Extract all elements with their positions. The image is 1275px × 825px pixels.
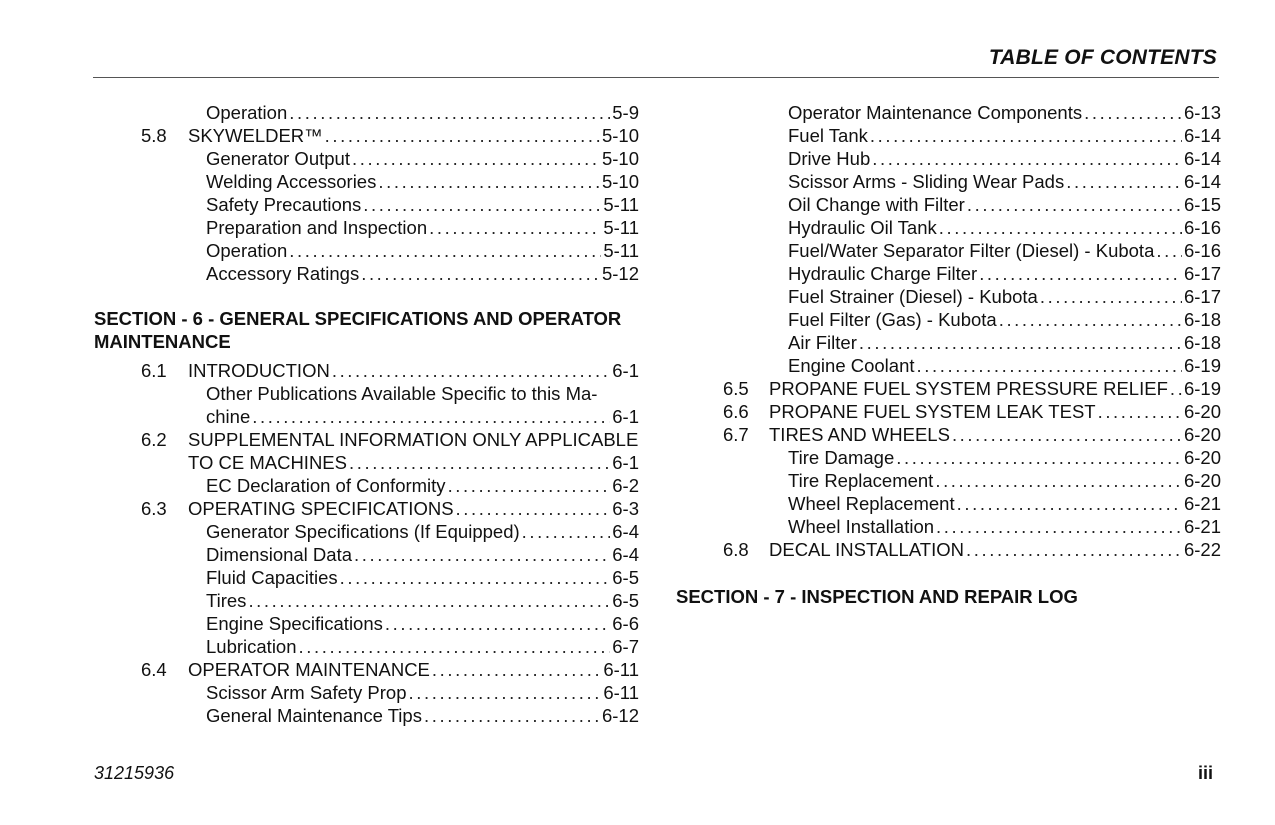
toc-left-column: [94, 101, 639, 727]
toc-entry-title: Fuel Tank: [788, 125, 868, 146]
toc-entry[interactable]: [676, 239, 1221, 262]
toc-entry-page: 6-16: [1183, 217, 1221, 238]
toc-entry-page: 6-5: [612, 567, 639, 588]
toc-entry[interactable]: [676, 400, 1221, 423]
toc-entry-page: 6-20: [1183, 470, 1221, 491]
toc-dot-leader: [966, 538, 1182, 561]
toc-entry-title: Scissor Arms - Sliding Wear Pads: [788, 171, 1065, 192]
toc-entry[interactable]: [676, 377, 1221, 400]
toc-entry[interactable]: [94, 262, 639, 285]
document-number: 31215936: [94, 763, 175, 783]
toc-entry-title: Air Filter: [788, 332, 857, 353]
toc-entry[interactable]: [676, 101, 1221, 124]
toc-entry-title: Safety Precautions: [206, 194, 362, 215]
toc-entry[interactable]: [676, 515, 1221, 538]
toc-entry[interactable]: [676, 193, 1221, 216]
page-header-title: TABLE OF CONTENTS: [988, 46, 1217, 69]
toc-entry-page: 5-11: [603, 217, 639, 238]
toc-entry-page: 6-15: [1183, 194, 1221, 215]
toc-dot-leader: [1084, 101, 1182, 124]
toc-entry-page: 6-21: [1183, 493, 1221, 514]
toc-entry-generator-specifications[interactable]: [94, 520, 639, 543]
toc-entry-page: 6-11: [603, 682, 639, 703]
toc-entry-title: DECAL INSTALLATION: [769, 539, 964, 560]
toc-entry[interactable]: [94, 239, 639, 262]
toc-dot-leader: [340, 566, 611, 589]
toc-entry-page: 6-12: [601, 705, 639, 726]
toc-entry-title: Drive Hub: [788, 148, 871, 169]
toc-dot-leader: [289, 239, 601, 262]
toc-dot-leader: [939, 216, 1182, 239]
toc-entry-6-4[interactable]: [94, 658, 639, 681]
toc-entry-number: 5.8: [141, 125, 167, 146]
page-number: iii: [1197, 763, 1213, 783]
toc-entry-title-line-2: TO CE MACHINES: [188, 452, 347, 473]
toc-entry-page: 6-7: [612, 636, 639, 657]
toc-entry[interactable]: [676, 124, 1221, 147]
toc-entry-number: 6.5: [723, 378, 749, 399]
toc-entry[interactable]: [94, 216, 639, 239]
toc-entry-page: 6-6: [612, 613, 639, 634]
toc-entry-lubrication[interactable]: [94, 635, 639, 658]
toc-entry-number: 6.7: [723, 424, 749, 445]
toc-dot-leader: [936, 515, 1182, 538]
toc-entry-title: Tire Replacement: [788, 470, 934, 491]
toc-entry-general-maintenance-tips[interactable]: [94, 704, 639, 727]
toc-entry-engine-specifications[interactable]: [94, 612, 639, 635]
toc-dot-leader: [870, 124, 1182, 147]
toc-entry-page: 6-5: [612, 590, 639, 611]
toc-entry-page: 5-10: [601, 125, 639, 146]
toc-entry[interactable]: [94, 147, 639, 170]
toc-dot-leader: [385, 612, 610, 635]
toc-entry-title: Dimensional Data: [206, 544, 353, 565]
toc-entry-page: 5-11: [603, 194, 639, 215]
toc-entry-other-publications-cont[interactable]: [94, 405, 639, 428]
toc-dot-leader: [299, 635, 611, 658]
toc-entry-page: 6-22: [1183, 539, 1221, 560]
toc-entry[interactable]: [676, 446, 1221, 469]
toc-dot-leader: [363, 193, 601, 216]
toc-dot-leader: [456, 497, 611, 520]
toc-right-column: [676, 101, 1221, 608]
toc-dot-leader: [352, 147, 600, 170]
toc-entry-title: Lubrication: [206, 636, 297, 657]
toc-entry[interactable]: [676, 262, 1221, 285]
toc-entry-page: 6-20: [1183, 424, 1221, 445]
toc-entry-title: Fluid Capacities: [206, 567, 338, 588]
toc-entry[interactable]: [676, 354, 1221, 377]
toc-entry-title: INTRODUCTION: [188, 360, 330, 381]
toc-dot-leader: [952, 423, 1182, 446]
toc-entry-page: 6-11: [603, 659, 639, 680]
toc-entry-page: 6-16: [1183, 240, 1221, 261]
toc-dot-leader: [361, 262, 600, 285]
toc-dot-leader: [957, 492, 1182, 515]
toc-entry-page: 6-1: [612, 452, 639, 473]
toc-entry-title: Tires: [206, 590, 247, 611]
toc-dot-leader: [378, 170, 600, 193]
toc-dot-leader: [917, 354, 1182, 377]
toc-dot-leader: [1098, 400, 1182, 423]
toc-entry[interactable]: [676, 147, 1221, 170]
toc-dot-leader: [979, 262, 1182, 285]
toc-dot-leader: [448, 474, 611, 497]
toc-dot-leader: [429, 216, 601, 239]
toc-entry-title: PROPANE FUEL SYSTEM LEAK TEST: [769, 401, 1096, 422]
toc-entry-dimensional-data[interactable]: [94, 543, 639, 566]
toc-entry-ec-declaration[interactable]: [94, 474, 639, 497]
toc-entry-title: PROPANE FUEL SYSTEM PRESSURE RELIEF: [769, 378, 1168, 399]
toc-entry-title: OPERATOR MAINTENANCE: [188, 659, 430, 680]
toc-entry-6-2-cont[interactable]: [94, 451, 639, 474]
toc-entry-title: Generator Output: [206, 148, 350, 169]
toc-entry-title-line-1: Other Publications Available Specific to this Ma-: [206, 383, 598, 404]
toc-dot-leader: [289, 101, 610, 124]
toc-dot-leader: [424, 704, 600, 727]
toc-entry-page: 6-13: [1183, 102, 1221, 123]
toc-entry-page: 6-21: [1183, 516, 1221, 537]
toc-entry-page: 6-17: [1183, 286, 1221, 307]
toc-entry-number: 6.1: [141, 360, 167, 381]
toc-entry-page: 6-14: [1183, 125, 1221, 146]
toc-dot-leader: [859, 331, 1182, 354]
toc-entry-6-3[interactable]: [94, 497, 639, 520]
toc-entry-page: 6-18: [1183, 309, 1221, 330]
toc-dot-leader: [252, 405, 610, 428]
toc-entry[interactable]: [676, 170, 1221, 193]
toc-entry-title: Oil Change with Filter: [788, 194, 965, 215]
toc-entry-tires[interactable]: [94, 589, 639, 612]
toc-entry-number: 6.4: [141, 659, 167, 680]
toc-dot-leader: [354, 543, 610, 566]
toc-dot-leader: [432, 658, 601, 681]
toc-entry[interactable]: [676, 492, 1221, 515]
toc-entry-page: 6-20: [1183, 401, 1221, 422]
toc-entry-title: Hydraulic Oil Tank: [788, 217, 937, 238]
toc-entry[interactable]: [94, 193, 639, 216]
toc-entry-other-publications[interactable]: [94, 382, 639, 405]
toc-entry-page: 5-10: [601, 148, 639, 169]
toc-entry-page: 5-9: [612, 102, 639, 123]
toc-entry-page: 6-1: [612, 406, 639, 427]
toc-entry-title: Operation: [206, 240, 288, 261]
toc-dot-leader: [935, 469, 1182, 492]
toc-entry-page: 5-12: [601, 263, 639, 284]
toc-entry-title: Generator Specifications (If Equipped): [206, 521, 520, 542]
toc-entry-title-line-2: chine: [206, 406, 251, 427]
toc-entry-title: Operator Maintenance Components: [788, 102, 1083, 123]
toc-entry-title-line-1: SUPPLEMENTAL INFORMATION ONLY APPLICABLE: [188, 429, 639, 450]
toc-entry-page: 5-11: [603, 240, 639, 261]
toc-entry-title: Hydraulic Charge Filter: [788, 263, 978, 284]
section-6-heading[interactable]: [94, 307, 639, 353]
toc-entry-title: Wheel Installation: [788, 516, 935, 537]
toc-entry-page: 6-2: [612, 475, 639, 496]
toc-entry-number: 6.8: [723, 539, 749, 560]
toc-entry-title: Engine Specifications: [206, 613, 383, 634]
toc-dot-leader: [1170, 377, 1182, 400]
section-6-heading-line-1: SECTION - 6 - GENERAL SPECIFICATIONS AND OPERATOR: [94, 308, 622, 329]
toc-entry-6-2[interactable]: [94, 428, 639, 451]
toc-entry-title: Fuel Strainer (Diesel) - Kubota: [788, 286, 1038, 307]
toc-entry-number: 6.6: [723, 401, 749, 422]
toc-entry-title: OPERATING SPECIFICATIONS: [188, 498, 454, 519]
toc-entry-page: 6-19: [1183, 355, 1221, 376]
section-7-heading[interactable]: SECTION - 7 - INSPECTION AND REPAIR LOG: [676, 586, 1078, 607]
toc-entry-page: 6-18: [1183, 332, 1221, 353]
toc-entry-page: 6-20: [1183, 447, 1221, 468]
toc-dot-leader: [332, 359, 610, 382]
toc-entry[interactable]: [94, 101, 639, 124]
toc-entry[interactable]: [676, 469, 1221, 492]
toc-dot-leader: [999, 308, 1182, 331]
toc-dot-leader: [872, 147, 1182, 170]
toc-entry-6-1[interactable]: [94, 359, 639, 382]
toc-entry-scissor-arm-safety-prop[interactable]: [94, 681, 639, 704]
toc-entry[interactable]: [676, 308, 1221, 331]
toc-entry[interactable]: [676, 216, 1221, 239]
toc-dot-leader: [1040, 285, 1182, 308]
toc-entry-page: 6-14: [1183, 171, 1221, 192]
toc-entry-title: Fuel Filter (Gas) - Kubota: [788, 309, 997, 330]
toc-dot-leader: [522, 520, 611, 543]
toc-entry-title: Fuel/Water Separator Filter (Diesel) - Kubota: [788, 240, 1155, 261]
toc-entry-title: Engine Coolant: [788, 355, 915, 376]
toc-entry-title: General Maintenance Tips: [206, 705, 422, 726]
toc-dot-leader: [349, 451, 610, 474]
header-divider: [93, 77, 1219, 78]
toc-entry-number: 6.2: [141, 429, 167, 450]
toc-entry-title: Welding Accessories: [206, 171, 377, 192]
toc-entry-page: 6-4: [612, 544, 639, 565]
toc-entry-title: SKYWELDER™: [188, 125, 323, 146]
toc-entry-page: 6-1: [612, 360, 639, 381]
toc-dot-leader: [896, 446, 1182, 469]
toc-entry-title: Preparation and Inspection: [206, 217, 428, 238]
toc-entry[interactable]: [676, 423, 1221, 446]
toc-entry-fluid-capacities[interactable]: [94, 566, 639, 589]
section-6-heading-line-2: MAINTENANCE: [94, 331, 231, 352]
toc-entry-page: 6-17: [1183, 263, 1221, 284]
toc-section-6-continued-entries: [676, 101, 1221, 561]
toc-entry-page: 6-19: [1183, 378, 1221, 399]
toc-entry-title: EC Declaration of Conformity: [206, 475, 446, 496]
toc-entry-title: Tire Damage: [788, 447, 895, 468]
toc-entry-page: 6-14: [1183, 148, 1221, 169]
toc-entry-title: Operation: [206, 102, 288, 123]
toc-entry-title: Scissor Arm Safety Prop: [206, 682, 407, 703]
toc-entry[interactable]: [676, 331, 1221, 354]
toc-entry[interactable]: [94, 124, 639, 147]
toc-dot-leader: [408, 681, 601, 704]
toc-section-5-entries: [94, 101, 639, 285]
toc-entry-title: Accessory Ratings: [206, 263, 360, 284]
toc-entry[interactable]: [94, 170, 639, 193]
toc-entry-page: 5-10: [601, 171, 639, 192]
toc-dot-leader: [325, 124, 600, 147]
toc-entry-title: TIRES AND WHEELS: [769, 424, 950, 445]
toc-dot-leader: [1066, 170, 1182, 193]
toc-entry-number: 6.3: [141, 498, 167, 519]
toc-entry-page: 6-4: [612, 521, 639, 542]
toc-dot-leader: [1156, 239, 1182, 262]
toc-entry-title: Wheel Replacement: [788, 493, 955, 514]
toc-dot-leader: [967, 193, 1182, 216]
toc-entry[interactable]: [676, 285, 1221, 308]
toc-entry[interactable]: [676, 538, 1221, 561]
toc-dot-leader: [248, 589, 610, 612]
toc-entry-page: 6-3: [612, 498, 639, 519]
